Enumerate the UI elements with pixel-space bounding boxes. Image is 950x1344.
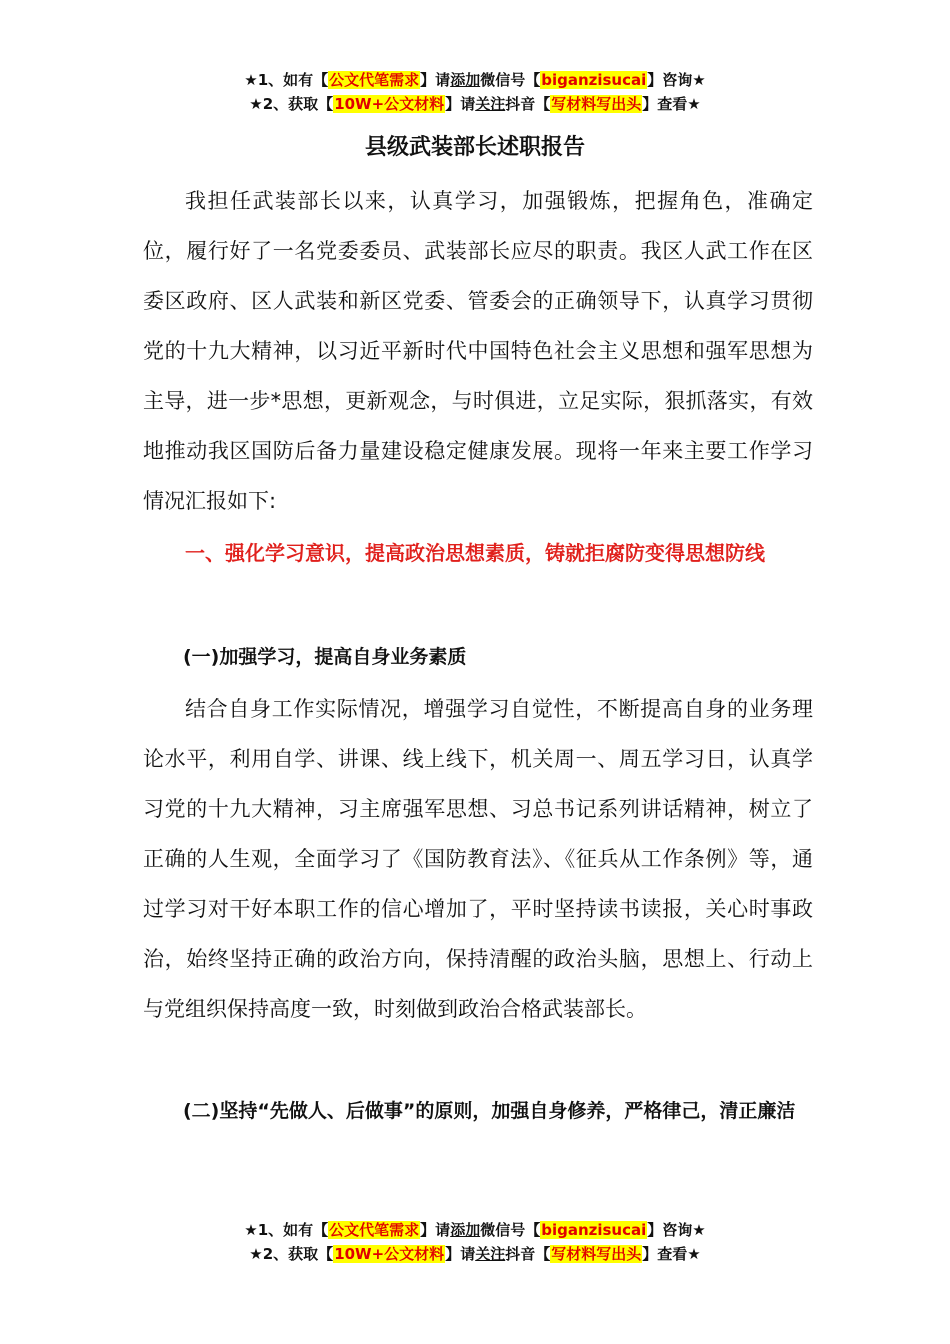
banner-line-1: ★1、如有【公文代笔需求】请添加微信号【biganzisucai】咨询★ [244,1221,706,1239]
bottom-banner [0,1218,950,1266]
highlight-douyin: 写材料写出头 [551,95,642,113]
intro-paragraph: 我担任武装部长以来，认真学习，加强锻炼，把握角色，准确定位，履行好了一名党委委员、武装部长应尽的职责。我区人武工作在区委区政府、区人武装和新区党委、管委会的正确领导下，认真学习贯彻党的十九大精神，以习近平新时代中国特色社会主义思想和强军思想为主导，进一步*思想，更新观念，与时俱进，立足实际，狠抓落实，有效地推动我区国防后备力量建设稳定健康发展。现将一年来主要工作学习情况汇报如下: [143,189,813,513]
highlight-wechat-id: biganzisucai [541,71,647,89]
subsection-heading-1: (一)加强学习，提高自身业务素质 [183,646,467,668]
banner-line-2: ★2、获取【10W+公文材料】请关注抖音【写材料写出头】查看★ [249,95,701,113]
highlight-wechat-id: biganzisucai [541,1221,647,1239]
star-icon: ★ [249,1245,263,1263]
subsection-1-paragraph: 结合自身工作实际情况，增强学习自觉性，不断提高自身的业务理论水平，利用自学、讲课、线上线下，机关周一、周五学习日，认真学习党的十九大精神，习主席强军思想、习总书记系列讲话精神，树立了正确的人生观，全面学习了《国防教育法》、《征兵从工作条例》等，通过学习对干好本职工作的信心增加了，平时坚持读书读报，关心时事政治，始终坚持正确的政治方向，保持清醒的政治头脑，思想上、行动上与党组织保持高度一致，时刻做到政治合格武装部长。 [143,697,813,1021]
star-icon: ★ [244,71,258,89]
section-heading-1: 一、强化学习意识，提高政治思想素质，铸就拒腐防变得思想防线 [185,541,765,565]
star-icon: ★ [244,1221,258,1239]
banner-line-1: ★1、如有【公文代笔需求】请添加微信号【biganzisucai】咨询★ [244,71,706,89]
highlight-service: 公文代笔需求 [329,1221,420,1239]
star-icon: ★ [249,95,263,113]
banner-line-2: ★2、获取【10W+公文材料】请关注抖音【写材料写出头】查看★ [249,1245,701,1263]
top-banner [0,68,950,116]
highlight-service: 公文代笔需求 [329,71,420,89]
highlight-materials: 10W+公文材料 [334,95,445,113]
document-title: 县级武装部长述职报告 [364,135,585,160]
highlight-materials: 10W+公文材料 [334,1245,445,1263]
highlight-douyin: 写材料写出头 [551,1245,642,1263]
subsection-heading-2: (二)坚持“先做人、后做事”的原则，加强自身修养，严格律己，清正廉洁 [183,1100,796,1122]
